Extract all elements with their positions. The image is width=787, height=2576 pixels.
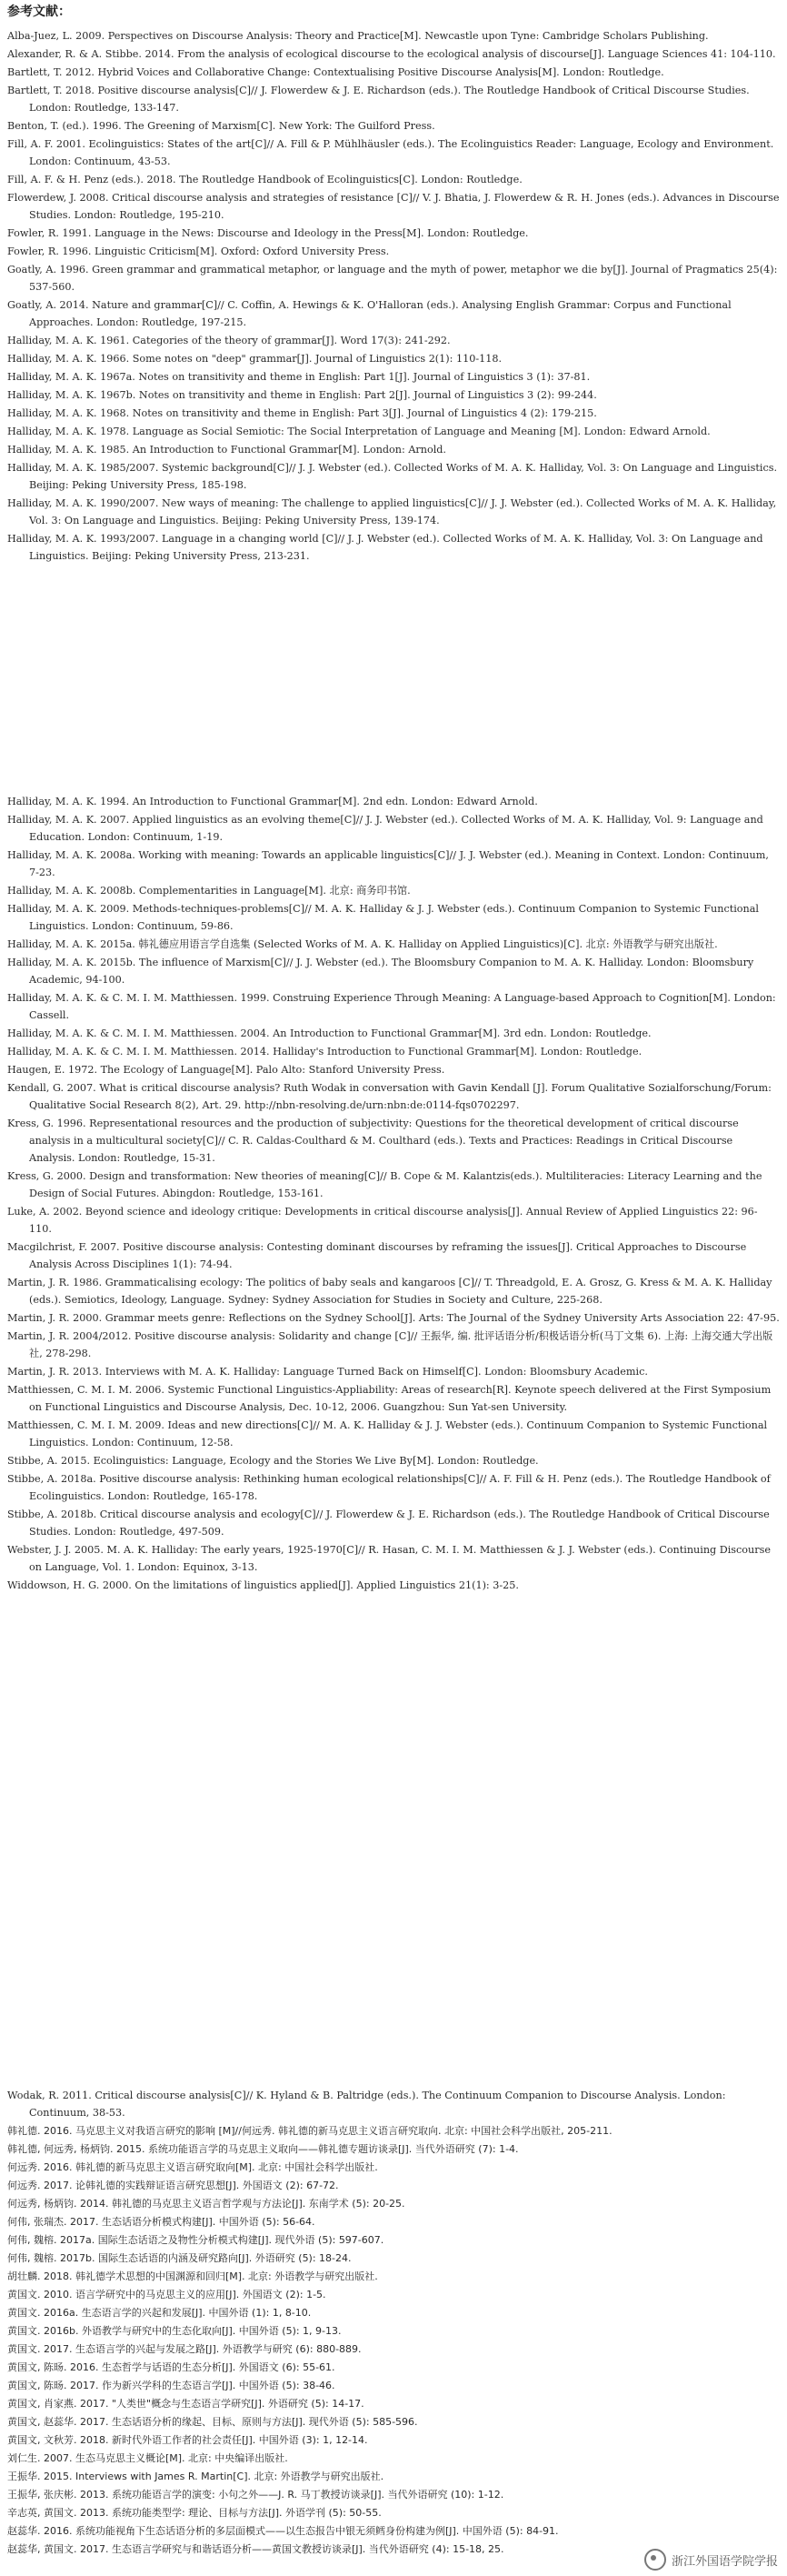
reference-entry: Benton, T. (ed.). 1996. The Greening of Marxism[C]. New York: The Guilford Press. (7, 120, 435, 132)
reference-entry: Halliday, M. A. K. 2009. Methods-techniques-problems[C]// M. A. K. Halliday & J. J. Webster (eds.). Continuum Companion to Systemic Functional Linguistics. London: Continuum, 59-86. (7, 903, 759, 932)
reference-entry: 黄国文, 陈旸. 2017. 作为新兴学科的生态语言学[J]. 中国外语 (5): 38-46. (7, 2380, 335, 2391)
reference-entry: Bartlett, T. 2018. Positive discourse analysis[C]// J. Flowerdew & J. E. Richardson (eds.). The Routledge Handbook of Critical Discourse Studies. London: Routledge, 133-147. (7, 85, 750, 114)
watermark-text: 浙江外国语学院学报 (671, 2554, 778, 2569)
reference-entry: Halliday, M. A. K. 1967a. Notes on transitivity and theme in English: Part 1[J]. Journal of Linguistics 3 (1): 37-81. (7, 371, 591, 383)
reference-entry: Halliday, M. A. K. 2008a. Working with meaning: Towards an applicable linguistics[C]// J. J. Webster (ed.). Meaning in Context. London: Continuum, 7-23. (7, 849, 769, 878)
reference-entry: Wodak, R. 2011. Critical discourse analysis[C]// K. Hyland & B. Paltridge (eds.). The Continuum Companion to Discourse Analysis. London: Continuum, 38-53. (7, 2090, 726, 2119)
reference-entry: 黄国文, 赵蕊华. 2017. 生态话语分析的缘起、目标、原则与方法[J]. 现代外语 (5): 585-596. (7, 2416, 418, 2428)
reference-entry: Halliday, M. A. K. & C. M. I. M. Matthiessen. 2004. An Introduction to Functional Grammar[M]. 3rd edn. London: Routledge. (7, 1027, 652, 1039)
reference-entry: Halliday, M. A. K. 2008b. Complementarities in Language[M]. 北京: 商务印书馆. (7, 885, 411, 897)
reference-entry: Halliday, M. A. K. 1968. Notes on transitivity and theme in English: Part 3[J]. Journal of Linguistics 4 (2): 179-215. (7, 407, 597, 419)
reference-entry: 黄国文, 肖家燕. 2017. "人类世"概念与生态语言学研究[J]. 外语研究 (5): 14-17. (7, 2398, 364, 2410)
reference-entry: Matthiessen, C. M. I. M. 2006. Systemic Functional Linguistics-Appliability: Areas of research[R]. Keynote speech delivered at the First Symposium on Functional Linguistics and Discourse Analysis, Dec. 10-12, 2006. Guangzhou: Sun Yat-sen University. (7, 1384, 772, 1413)
reference-entry: 黄国文, 陈旸. 2016. 生态哲学与话语的生态分析[J]. 外国语文 (6): 55-61. (7, 2361, 335, 2373)
reference-entry: Halliday, M. A. K. 1993/2007. Language in a changing world [C]// J. J. Webster (ed.). Collected Works of M. A. K. Halliday, Vol. 3: On Language and Linguistics. Beijing: Peking University Press, 213-231. (7, 533, 763, 562)
reference-entry: Flowerdew, J. 2008. Critical discourse analysis and strategies of resistance [C]// V. J. Bhatia, J. Flowerdew & R. H. Jones (eds.). Advances in Discourse Studies. London: Routledge, 195-210. (7, 192, 780, 221)
reference-entry: Halliday, M. A. K. 1978. Language as Social Semiotic: The Social Interpretation of Language and Meaning [M]. London: Edward Arnold. (7, 426, 711, 437)
reference-entry: Halliday, M. A. K. 2015b. The influence of Marxism[C]// J. J. Webster (ed.). The Bloomsbury Companion to M. A. K. Halliday. London: Bloomsbury Academic, 94-100. (7, 957, 754, 986)
reference-entry: Bartlett, T. 2012. Hybrid Voices and Collaborative Change: Contextualising Positive Discourse Analysis[M]. London: Routledge. (7, 66, 664, 78)
reference-entry: Luke, A. 2002. Beyond science and ideology critique: Developments in critical discourse analysis[J]. Annual Review of Applied Linguistics 22: 96-110. (7, 1206, 758, 1235)
reference-entry: 黄国文, 文秋芳. 2018. 新时代外语工作者的社会责任[J]. 中国外语 (3): 1, 12-14. (7, 2434, 368, 2446)
reference-entry: 韩礼德, 何远秀, 杨炳钧. 2015. 系统功能语言学的马克思主义取向——韩礼德专题访谈录[J]. 当代外语研究 (7): 1-4. (7, 2143, 519, 2155)
reference-entry: 黄国文. 2017. 生态语言学的兴起与发展之路[J]. 外语教学与研究 (6): 880-889. (7, 2343, 362, 2355)
reference-entry: Kendall, G. 2007. What is critical discourse analysis? Ruth Wodak in conversation with Gavin Kendall [J]. Forum Qualitative Sozialforschung/Forum: Qualitative Social Research 8(2), Art. 29. http://nbn-resolving.de/urn:nbn:de:0114-fqs0702297. (7, 1082, 772, 1111)
reference-list-part-1 (7, 27, 780, 566)
reference-entry: Goatly, A. 1996. Green grammar and grammatical metaphor, or language and the myth of power, metaphor we die by[J]. Journal of Pragmatics 25(4): 537-560. (7, 264, 778, 293)
reference-entry: Martin, J. R. 1986. Grammaticalising ecology: The politics of baby seals and kangaroos [C]// T. Threadgold, E. A. Grosz, G. Kress & M. A. K. Halliday (eds.). Semiotics, Ideology, Language. Sydney: Sydney Association for Studies in Society and Culture, 225-268. (7, 1277, 772, 1306)
reference-entry: Fill, A. F. 2001. Ecolinguistics: States of the art[C]// A. Fill & P. Mühlhäusler (eds.). The Ecolinguistics Reader: Language, Ecology and Environment. London: Continuum, 43-53. (7, 138, 774, 167)
reference-entry: Martin, J. R. 2013. Interviews with M. A. K. Halliday: Language Turned Back on Himself[C]. London: Bloomsbury Academic. (7, 1366, 648, 1378)
reference-entry: 胡壮麟. 2018. 韩礼德学术思想的中国渊源和回归[M]. 北京: 外语教学与研究出版社. (7, 2270, 378, 2282)
reference-entry: 何远秀, 杨炳钧. 2014. 韩礼德的马克思主义语言哲学观与方法论[J]. 东南学术 (5): 20-25. (7, 2198, 405, 2210)
reference-entry: 黄国文. 2016b. 外语教学与研究中的生态化取向[J]. 中国外语 (5): 1, 9-13. (7, 2325, 342, 2337)
reference-entry: Fowler, R. 1996. Linguistic Criticism[M]. Oxford: Oxford University Press. (7, 246, 390, 257)
reference-entry: Stibbe, A. 2018b. Critical discourse analysis and ecology[C]// J. Flowerdew & J. E. Richardson (eds.). The Routledge Handbook of Critical Discourse Studies. London: Routledge, 497-509. (7, 1509, 770, 1538)
reference-entry: 王振华. 2015. Interviews with James R. Martin[C]. 北京: 外语教学与研究出版社. (7, 2471, 384, 2482)
reference-entry: 何伟, 张瑞杰. 2017. 生态话语分析模式构建[J]. 中国外语 (5): 56-64. (7, 2216, 315, 2228)
reference-entry: Widdowson, H. G. 2000. On the limitations of linguistics applied[J]. Applied Linguistics 21(1): 3-25. (7, 1579, 519, 1591)
reference-entry: Halliday, M. A. K. 1967b. Notes on transitivity and theme in English: Part 2[J]. Journal of Linguistics 3 (2): 99-244. (7, 389, 597, 401)
reference-entry: Haugen, E. 1972. The Ecology of Language[M]. Palo Alto: Stanford University Press. (7, 1064, 445, 1076)
reference-entry: Fill, A. F. & H. Penz (eds.). 2018. The Routledge Handbook of Ecolinguistics[C]. London: Routledge. (7, 174, 523, 185)
reference-entry: Alba-Juez, L. 2009. Perspectives on Discourse Analysis: Theory and Practice[M]. Newcastle upon Tyne: Cambridge Scholars Publishing. (7, 30, 709, 42)
reference-entry: Halliday, M. A. K. 1985/2007. Systemic background[C]// J. J. Webster (ed.). Collected Works of M. A. K. Halliday, Vol. 3: On Language and Linguistics. Beijing: Peking University Press, 185-198. (7, 462, 778, 491)
wechat-watermark (641, 2547, 782, 2572)
reference-entry: Martin, J. R. 2004/2012. Positive discourse analysis: Solidarity and change [C]// 王振华, 编. 批评话语分析/积极话语分析(马丁文集 6). 上海: 上海交通大学出版社, 278-298. (7, 1330, 773, 1359)
reference-entry: 赵蕊华. 2016. 系统功能视角下生态话语分析的多层面模式——以生态报告中银无须鳕身份构建为例[J]. 中国外语 (5): 84-91. (7, 2525, 559, 2537)
reference-entry: Halliday, M. A. K. 1994. An Introduction to Functional Grammar[M]. 2nd edn. London: Edward Arnold. (7, 796, 538, 807)
reference-entry: Martin, J. R. 2000. Grammar meets genre: Reflections on the Sydney School[J]. Arts: The Journal of the Sydney University Arts Association 22: 47-95. (7, 1312, 780, 1324)
reference-entry: Kress, G. 2000. Design and transformation: New theories of meaning[C]// B. Cope & M. Kalantzis(eds.). Multiliteracies: Literacy Learning and the Design of Social Futures. Abingdon: Routledge, 153-161. (7, 1170, 762, 1199)
reference-entry: 刘仁生. 2007. 生态马克思主义概论[M]. 北京: 中央编译出版社. (7, 2452, 288, 2464)
reference-entry: 黄国文. 2010. 语言学研究中的马克思主义的应用[J]. 外国语文 (2): 1-5. (7, 2289, 326, 2300)
reference-entry: Halliday, M. A. K. 1990/2007. New ways of meaning: The challenge to applied linguistics[C]// J. J. Webster (ed.). Collected Works of M. A. K. Halliday, Vol. 3: On Language and Linguistics. Beijing: Peking University Press, 139-174. (7, 497, 777, 526)
reference-entry: 何伟, 魏榕. 2017b. 国际生态话语的内涵及研究路向[J]. 外语研究 (5): 18-24. (7, 2252, 352, 2264)
reference-entry: Halliday, M. A. K. 2015a. 韩礼德应用语言学自选集 (Selected Works of M. A. K. Halliday on Applied Linguistics)[C]. 北京: 外语教学与研究出版社. (7, 938, 718, 950)
reference-entry: Kress, G. 1996. Representational resources and the production of subjectivity: Questions for the theoretical development of critical discourse analysis in a multicultural society[C]// C. R. Caldas-Coulthard & M. Coulthard (eds.). Texts and Practices: Readings in Critical Discourse Analysis. London: Routledge, 15-31. (7, 1118, 739, 1164)
references-heading: 参考文献： (7, 5, 71, 19)
reference-entry: Matthiessen, C. M. I. M. 2009. Ideas and new directions[C]// M. A. K. Halliday & J. J. Webster (eds.). Continuum Companion to Systemic Functional Linguistics. London: Continuum, 12-58. (7, 1419, 768, 1448)
reference-entry: Halliday, M. A. K. & C. M. I. M. Matthiessen. 1999. Construing Experience Through Meaning: A Language-based Approach to Cognition[M]. London: Cassell. (7, 992, 776, 1021)
reference-entry: 何伟, 魏榕. 2017a. 国际生态话语之及物性分析模式构建[J]. 现代外语 (5): 597-607. (7, 2234, 384, 2246)
reference-entry: Halliday, M. A. K. 2007. Applied linguistics as an evolving theme[C]// J. J. Webster (ed.). Collected Works of M. A. K. Halliday, Vol. 9: Language and Education. London: Continuum, 1-19. (7, 814, 763, 843)
reference-entry: Stibbe, A. 2015. Ecolinguistics: Language, Ecology and the Stories We Live By[M]. London: Routledge. (7, 1455, 539, 1467)
reference-entry: Webster, J. J. 2005. M. A. K. Halliday: The early years, 1925-1970[C]// R. Hasan, C. M. I. M. Matthiessen & J. J. Webster (eds.). Continuing Discourse on Language, Vol. 1. London: Equinox, 3-13. (7, 1544, 771, 1573)
reference-entry: Goatly, A. 2014. Nature and grammar[C]// C. Coffin, A. Hewings & K. O'Halloran (eds.). Analysing English Grammar: Corpus and Functional Approaches. London: Routledge, 197-215. (7, 299, 732, 328)
reference-entry: Halliday, M. A. K. 1961. Categories of the theory of grammar[J]. Word 17(3): 241-292. (7, 335, 451, 346)
reference-entry: 赵蕊华, 黄国文. 2017. 生态语言学研究与和谐话语分析——黄国文教授访谈录[J]. 当代外语研究 (4): 15-18, 25. (7, 2543, 504, 2555)
reference-entry: Halliday, M. A. K. 1985. An Introduction to Functional Grammar[M]. London: Arnold. (7, 444, 446, 456)
reference-entry: 何远秀. 2016. 韩礼德的新马克思主义语言研究取向[M]. 北京: 中国社会科学出版社. (7, 2161, 378, 2173)
reference-entry: Alexander, R. & A. Stibbe. 2014. From the analysis of ecological discourse to the ecological analysis of discourse[J]. Language Sciences 41: 104-110. (7, 48, 776, 60)
reference-entry: 辛志英, 黄国文. 2013. 系统功能类型学: 理论、目标与方法[J]. 外语学刊 (5): 50-55. (7, 2507, 382, 2519)
reference-entry: 何远秀. 2017. 论韩礼德的实践辩证语言研究思想[J]. 外国语文 (2): 67-72. (7, 2180, 339, 2191)
reference-list-part-2 (7, 793, 780, 1595)
reference-entry: 王振华, 张庆彬. 2013. 系统功能语言学的演变: 小句之外——J. R. 马丁教授访谈录[J]. 当代外语研究 (10): 1-12. (7, 2489, 504, 2501)
reference-entry: Fowler, R. 1991. Language in the News: Discourse and Ideology in the Press[M]. London: Routledge. (7, 227, 529, 239)
reference-entry: 韩礼德. 2016. 马克思主义对我语言研究的影响 [M]//何远秀. 韩礼德的新马克思主义语言研究取向. 北京: 中国社会科学出版社, 205-211. (7, 2125, 613, 2137)
reference-entry: Stibbe, A. 2018a. Positive discourse analysis: Rethinking human ecological relationships[C]// A. F. Fill & H. Penz (eds.). The Routledge Handbook of Ecolinguistics. London: Routledge, 165-178. (7, 1473, 771, 1502)
reference-entry: Halliday, M. A. K. & C. M. I. M. Matthiessen. 2014. Halliday's Introduction to Functional Grammar[M]. London: Routledge. (7, 1046, 643, 1057)
reference-entry: Halliday, M. A. K. 1966. Some notes on "deep" grammar[J]. Journal of Linguistics 2(1): 110-118. (7, 353, 503, 365)
wechat-icon (644, 2549, 666, 2571)
reference-entry: 黄国文. 2016a. 生态语言学的兴起和发展[J]. 中国外语 (1): 1, 8-10. (7, 2307, 312, 2319)
reference-list-part-3 (7, 2087, 780, 2559)
reference-entry: Macgilchrist, F. 2007. Positive discourse analysis: Contesting dominant discourses by reframing the issues[J]. Critical Approaches to Discourse Analysis Across Disciplines 1(1): 74-94. (7, 1241, 747, 1270)
